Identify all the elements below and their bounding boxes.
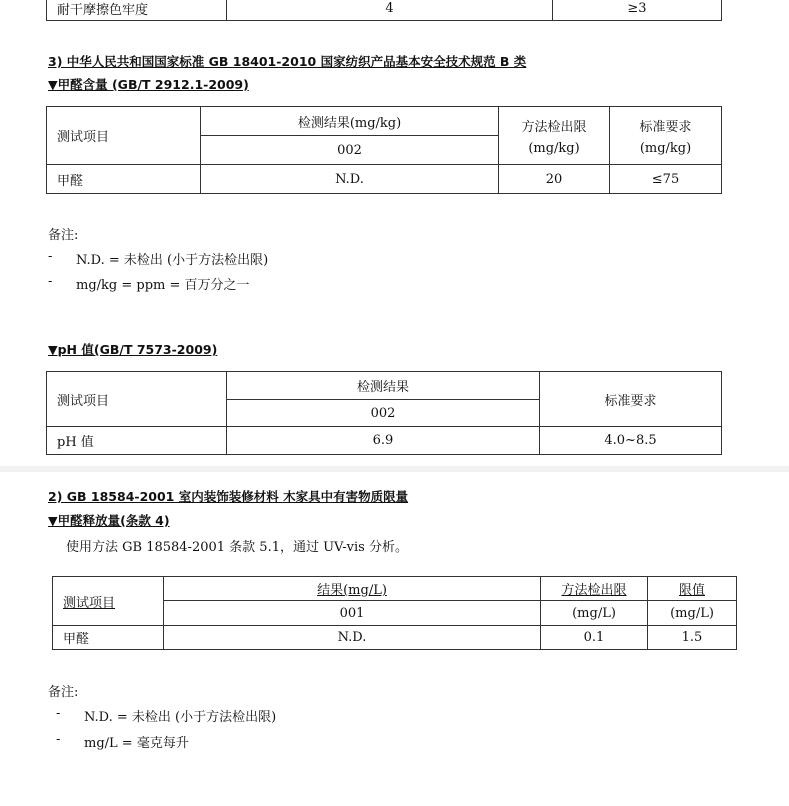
header-detection-limit: 方法检出限 (mg/kg) [499,107,610,165]
notes-label: 备注: [48,685,79,700]
table-cell-standard: 1.5 [648,626,737,650]
table-cell-limit: 20 [499,165,610,194]
section-2-heading: 2) GB 18584-2001 室内装饰装修材料 木家具中有害物质限量 [48,489,409,504]
header-result: 检测结果 [227,372,540,400]
header-limit-value: 限值 [648,577,737,601]
formaldehyde-content-subtitle: ▼甲醛含量 (GB/T 2912.1-2009) [48,77,249,92]
table-cell-standard: 4.0~8.5 [540,427,722,455]
note-item: - mg/L = 毫克每升 [56,732,189,751]
table-cell-result: 6.9 [227,427,540,455]
formaldehyde-content-table [46,106,722,194]
ph-subtitle: ▼pH 值(GB/T 7573-2009) [48,342,218,357]
header-result: 结果(mg/L) [164,577,541,601]
note-item: - N.D. = 未检出 (小于方法检出限) [56,706,277,725]
header-sample-id: 002 [201,136,499,165]
header-test-item: 测试项目 [53,577,164,626]
table-cell-result: N.D. [164,626,541,650]
table-cell-standard: ≥3 [553,0,722,21]
section-3-heading: 3) 中华人民共和国国家标准 GB 18401-2010 国家纺织产品基本安全技术规范 B 类 [48,54,527,69]
notes-label: 备注: [48,228,79,243]
header-standard: 标准要求 [540,372,722,427]
page-divider [0,466,789,472]
table-cell-standard: ≤75 [610,165,722,194]
ph-table [46,371,722,455]
header-standard: 标准要求 (mg/kg) [610,107,722,165]
table-cell-item: 耐干摩擦色牢度 [47,0,227,21]
table-cell-item: pH 值 [47,427,227,455]
header-limit-value-unit: (mg/L) [648,601,737,626]
table-cell-limit: 0.1 [541,626,648,650]
method-description: 使用方法 GB 18584-2001 条款 5.1，通过 UV-vis 分析。 [66,540,408,555]
colorfastness-table-fragment [46,0,722,21]
table-cell-result: 4 [227,0,553,21]
header-result: 检测结果(mg/kg) [201,107,499,136]
table-cell-item: 甲醛 [47,165,201,194]
header-sample-id: 002 [227,400,540,427]
note-item: - N.D. = 未检出 (小于方法检出限) [48,249,269,268]
table-cell-item: 甲醛 [53,626,164,650]
header-detection-limit: 方法检出限 [541,577,648,601]
formaldehyde-emission-table [52,576,737,650]
table-cell-result: N.D. [201,165,499,194]
note-item: - mg/kg = ppm = 百万分之一 [48,274,250,293]
header-sample-id: 001 [164,601,541,626]
header-test-item: 测试项目 [47,372,227,427]
formaldehyde-emission-subtitle: ▼甲醛释放量(条款 4) [48,513,170,528]
header-test-item: 测试项目 [47,107,201,165]
header-detection-limit-unit: (mg/L) [541,601,648,626]
